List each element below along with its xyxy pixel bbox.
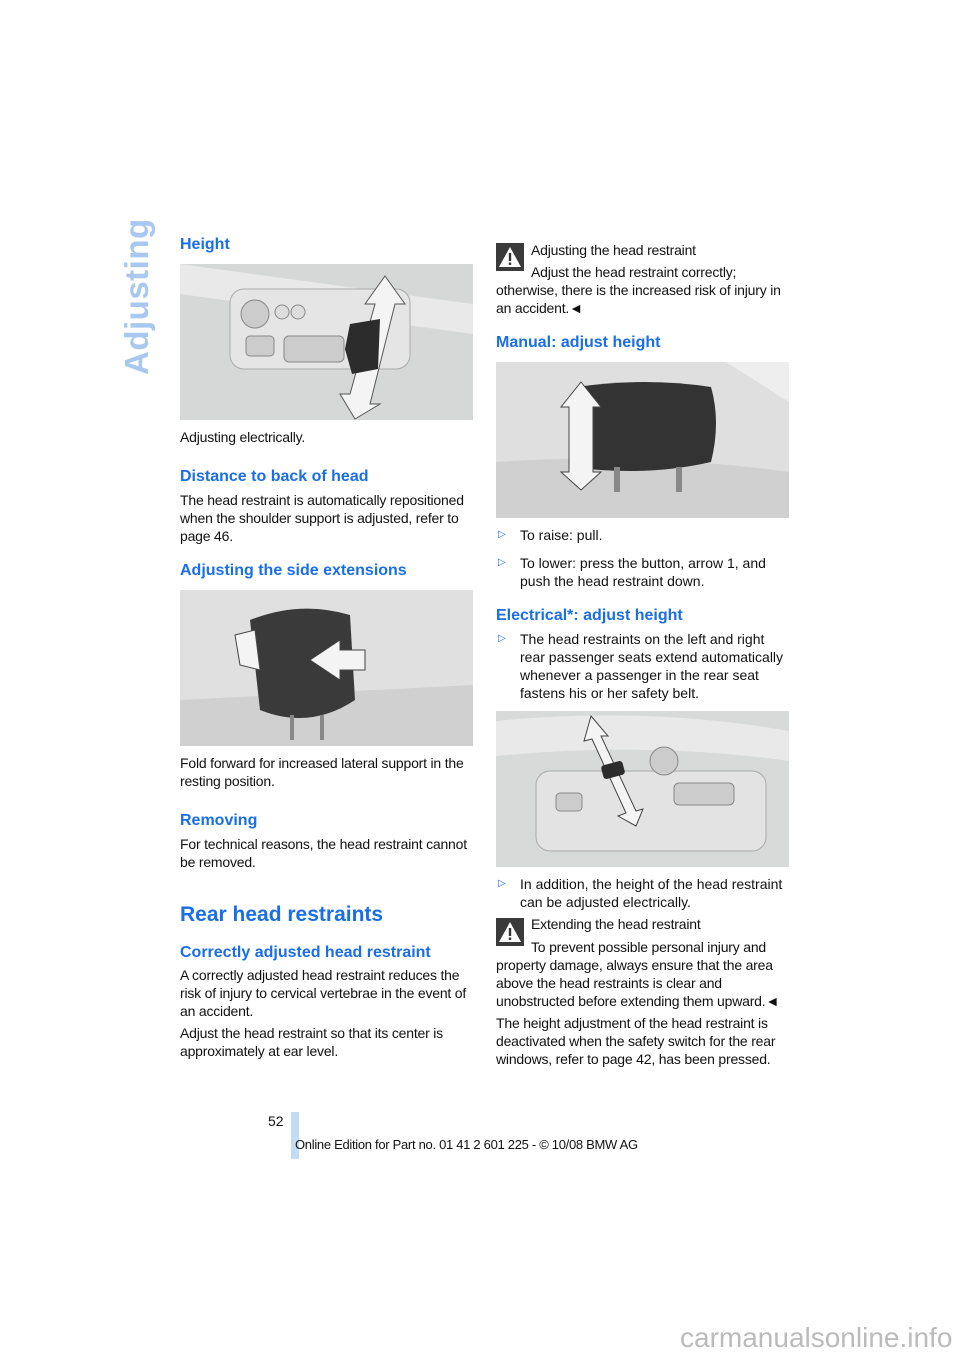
heading-electrical: Electrical*: adjust height bbox=[496, 607, 683, 624]
heading-manual: Manual: adjust height bbox=[496, 334, 661, 351]
heading-rear-head-restraints: Rear head restraints bbox=[180, 903, 384, 926]
heading-height: Height bbox=[180, 236, 230, 253]
heading-correctly-adjusted: Correctly adjusted head restraint bbox=[180, 944, 431, 961]
edition-footer: Online Edition for Part no. 01 41 2 601 225 - © 10/08 BMW AG bbox=[295, 1137, 638, 1152]
bullet-arrow-icon: ▷ bbox=[498, 529, 506, 540]
seat-switch-image bbox=[180, 264, 473, 420]
correct-text-2: Adjust the head restraint so that its center is approximately at ear level. bbox=[180, 1025, 443, 1059]
heading-side-extensions: Adjusting the side extensions bbox=[180, 562, 407, 579]
bullet-arrow-icon: ▷ bbox=[498, 878, 506, 889]
final-text: The height adjustment of the head restraint is deactivated when the safety switch for the rear windows, refer to page 42, has been pressed. bbox=[496, 1015, 776, 1067]
electrical-switch-image bbox=[496, 711, 789, 867]
warning-text-2: To prevent possible personal injury and property damage, always ensure that the area above the head restraints is clear and unobstructed before extending them upward.◄ bbox=[496, 939, 780, 1009]
correct-text-1: A correctly adjusted head restraint reduces the risk of injury to cervical vertebrae in the event of an accident. bbox=[180, 967, 467, 1019]
list-item bbox=[496, 630, 791, 702]
warning-text-1: Adjust the head restraint correctly; otherwise, there is the increased risk of injury in an accident.◄ bbox=[496, 264, 781, 316]
list-item bbox=[496, 554, 791, 590]
watermark: carmanualsonline.info bbox=[680, 1322, 953, 1353]
manual-headrest-image bbox=[496, 362, 789, 518]
warning-title-2: Extending the head restraint bbox=[531, 916, 701, 932]
bullet-arrow-icon: ▷ bbox=[498, 557, 506, 568]
side-extension-image bbox=[180, 590, 473, 746]
heading-distance: Distance to back of head bbox=[180, 468, 369, 485]
list-item bbox=[496, 526, 791, 544]
height-caption: Adjusting electrically. bbox=[180, 429, 306, 445]
removing-text: For technical reasons, the head restraint cannot be removed. bbox=[180, 836, 467, 870]
distance-text: The head restraint is automatically repositioned when the shoulder support is adjusted, refer to page 46. bbox=[180, 492, 464, 544]
list-item-text: In addition, the height of the head restraint can be adjusted electrically. bbox=[520, 876, 783, 910]
bullet-arrow-icon: ▷ bbox=[498, 633, 506, 644]
list-item-text: To lower: press the button, arrow 1, and push the head restraint down. bbox=[520, 555, 766, 589]
list-item-text: To raise: pull. bbox=[520, 527, 603, 543]
heading-removing: Removing bbox=[180, 812, 258, 829]
page-number: 52 bbox=[268, 1113, 284, 1129]
list-item bbox=[496, 875, 791, 911]
warning-title-1: Adjusting the head restraint bbox=[531, 242, 696, 258]
side-extension-caption: Fold forward for increased lateral support in the resting position. bbox=[180, 755, 464, 789]
section-side-label: Adjusting bbox=[118, 218, 155, 375]
list-item-text: The head restraints on the left and right rear passenger seats extend automatically whenever a passenger in the rear seat fastens his or her safety belt. bbox=[520, 631, 784, 701]
